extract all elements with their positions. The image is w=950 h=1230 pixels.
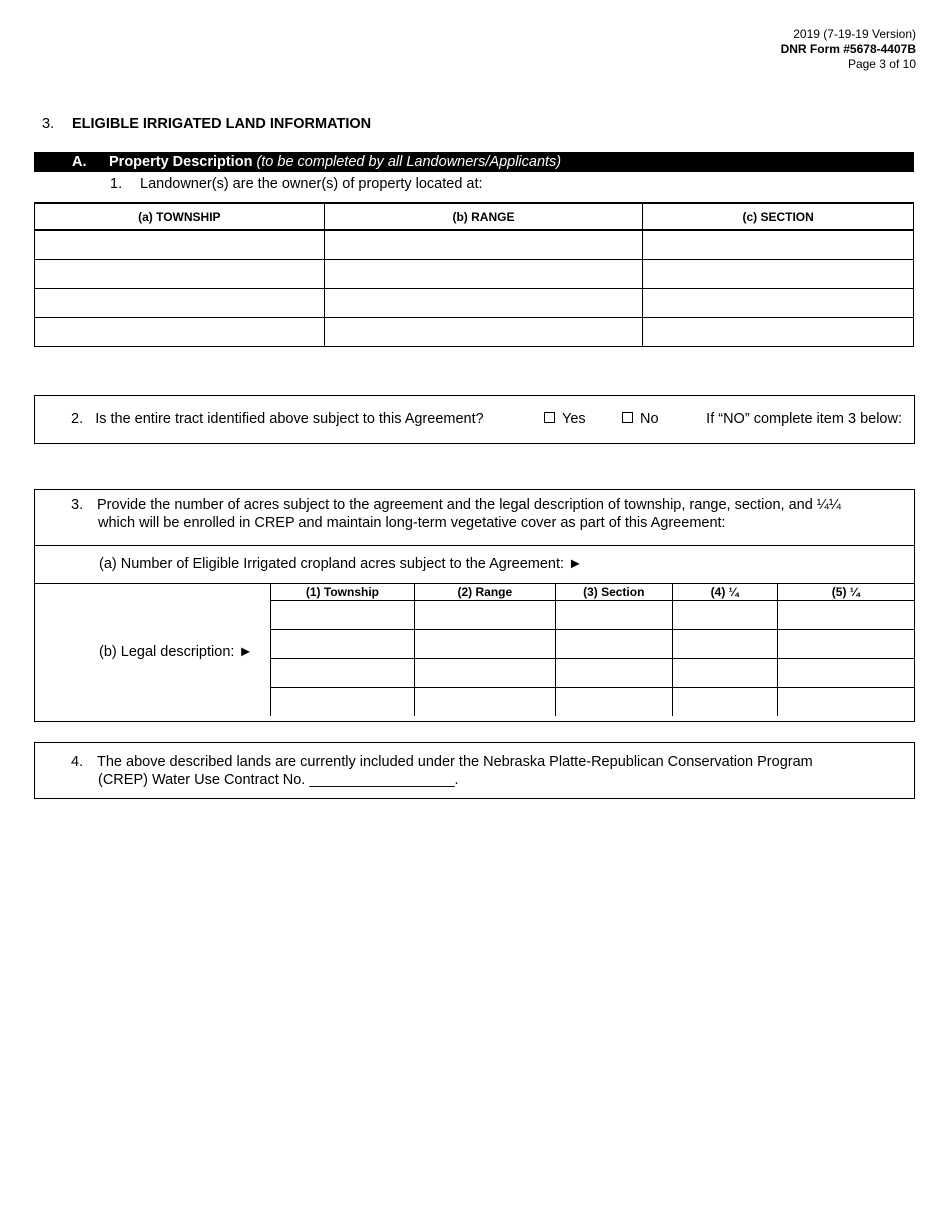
section-title: ELIGIBLE IRRIGATED LAND INFORMATION [72, 116, 372, 132]
legal-description-label: (b) Legal description: ► [99, 644, 253, 660]
quarter-header-5: (5) ¼ [777, 583, 914, 601]
item-3-line-2: which will be enrolled in CREP and maintain long-term vegetative cover as part of this Agreement: [98, 515, 726, 531]
section-header: (c) SECTION [643, 203, 914, 230]
section-number: 3. [42, 116, 55, 132]
section-heading [42, 116, 371, 132]
section-cell[interactable] [643, 318, 914, 347]
table-header-row [35, 203, 914, 230]
quarter-cell[interactable] [777, 630, 914, 659]
township-cell[interactable] [271, 630, 415, 659]
range-cell[interactable] [324, 318, 643, 347]
if-no-instruction: If “NO” complete item 3 below: [706, 411, 902, 427]
yes-option[interactable] [544, 411, 586, 427]
item-1 [110, 176, 483, 192]
form-version: 2019 (7-19-19 Version) [793, 27, 916, 41]
township-cell[interactable] [35, 318, 325, 347]
quarter-cell[interactable] [672, 688, 777, 717]
item-1-number: 1. [110, 176, 123, 192]
section-cell[interactable] [555, 630, 672, 659]
item-2-box [34, 395, 915, 444]
table-row [35, 230, 914, 260]
legal-description-table [270, 583, 914, 716]
township-cell[interactable] [271, 601, 415, 630]
section-header: (3) Section [555, 583, 672, 601]
range-cell[interactable] [324, 260, 643, 289]
no-label: No [640, 411, 659, 427]
table-row [271, 630, 915, 659]
quarter-cell[interactable] [777, 601, 914, 630]
township-cell[interactable] [271, 688, 415, 717]
divider [35, 545, 914, 546]
no-option[interactable] [622, 411, 659, 427]
township-header: (1) Township [271, 583, 415, 601]
table-row [35, 260, 914, 289]
range-header: (2) Range [414, 583, 555, 601]
form-number: DNR Form #5678-4407B [780, 42, 916, 56]
part-a-title-wrap [109, 152, 561, 172]
item-4-box [34, 742, 915, 799]
township-cell[interactable] [271, 659, 415, 688]
part-a-subtitle: (to be completed by all Landowners/Applicants) [256, 154, 562, 170]
table-row [271, 601, 915, 630]
part-a-letter: A. [72, 154, 87, 170]
quarter-cell[interactable] [672, 601, 777, 630]
section-cell[interactable] [643, 230, 914, 260]
township-cell[interactable] [35, 260, 325, 289]
section-cell[interactable] [643, 260, 914, 289]
section-cell[interactable] [555, 659, 672, 688]
range-cell[interactable] [324, 289, 643, 318]
item-4-line-2: (CREP) Water Use Contract No. __________________. [98, 772, 459, 788]
item-1-text: Landowner(s) are the owner(s) of property located at: [140, 176, 483, 192]
item-3-box [34, 489, 915, 722]
range-cell[interactable] [414, 688, 555, 717]
table-row [271, 659, 915, 688]
quarter-cell[interactable] [777, 659, 914, 688]
item-2-question [71, 411, 484, 427]
township-cell[interactable] [35, 289, 325, 318]
range-cell[interactable] [324, 230, 643, 260]
range-header: (b) RANGE [324, 203, 643, 230]
item-4-number: 4. [71, 754, 84, 770]
range-cell[interactable] [414, 659, 555, 688]
range-cell[interactable] [414, 630, 555, 659]
part-a-banner [34, 152, 914, 172]
item-4-line-1: The above described lands are currently included under the Nebraska Platte-Republican Conservation Program [97, 754, 813, 770]
township-cell[interactable] [35, 230, 325, 260]
section-cell[interactable] [555, 688, 672, 717]
page-number: Page 3 of 10 [847, 57, 916, 71]
acres-label: (a) Number of Eligible Irrigated cropland acres subject to the Agreement: ► [99, 556, 583, 572]
table-row [35, 318, 914, 347]
yes-label: Yes [562, 411, 586, 427]
property-location-table [34, 202, 914, 347]
section-cell[interactable] [555, 601, 672, 630]
quarter-cell[interactable] [672, 630, 777, 659]
quarter-header-4: (4) ¼ [672, 583, 777, 601]
yes-checkbox[interactable] [544, 412, 555, 423]
item-3-description [71, 496, 901, 532]
township-header: (a) TOWNSHIP [35, 203, 325, 230]
item-3-line-1: Provide the number of acres subject to the agreement and the legal description of township, range, section, and ¼¼ [97, 497, 841, 513]
no-checkbox[interactable] [622, 412, 633, 423]
table-row [35, 289, 914, 318]
item-3-number: 3. [71, 497, 84, 513]
table-header-row [271, 583, 915, 601]
quarter-cell[interactable] [777, 688, 914, 717]
form-header [781, 27, 916, 72]
item-2-text: Is the entire tract identified above subject to this Agreement? [95, 411, 484, 427]
range-cell[interactable] [414, 601, 555, 630]
table-row [271, 688, 915, 717]
item-2-number: 2. [71, 411, 84, 427]
part-a-title: Property Description [109, 154, 253, 170]
section-cell[interactable] [643, 289, 914, 318]
item-4-text [71, 753, 901, 789]
quarter-cell[interactable] [672, 659, 777, 688]
